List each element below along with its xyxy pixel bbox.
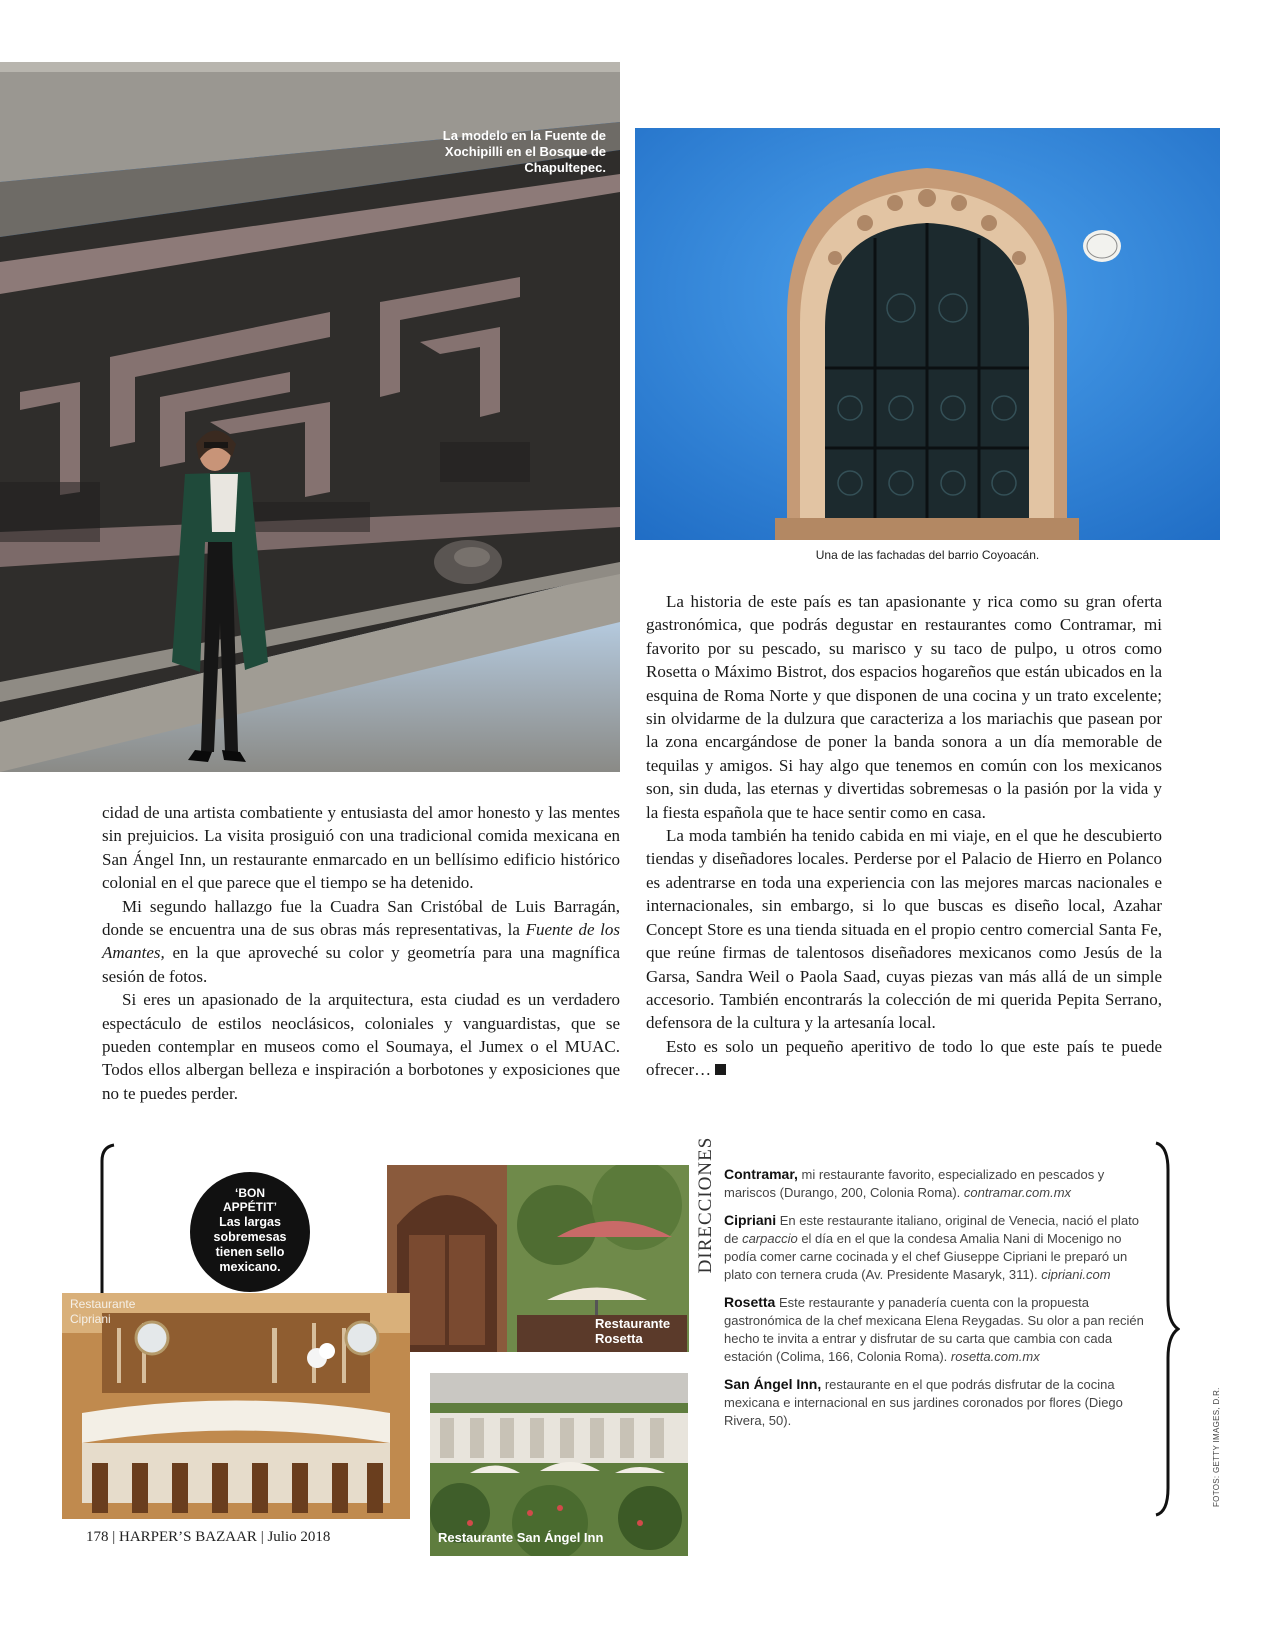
paragraph: La moda también ha tenido cabida en mi viaje, en el que he descubierto tiendas y diseñadores locales. Perderse por el Palacio de Hierro en Polanco es adentrarse en toda una experiencia con las mejores marcas nacionales e internacionales, sin embargo, si lo que buscas es diseño local, Azahar Concept Store es una tienda situada en el propio centro comercial Santa Fe, que reúne firmas de talentosos diseñadores mexicanos como Jesús de la Garsa, Sandra Weil o Paola Saad, cuyas piezas van más allá de un simple accesorio. También encontrarás la colección de mi querida Pepita Serrano, defensora de la cultura y la artesanía local. <box>646 826 1162 1033</box>
photo-coyoacan-window <box>635 128 1220 540</box>
directory-item: Cipriani En este restaurante italiano, original de Venecia, nació el plato de carpaccio el día en el que la condesa Amalia Nani di Mocenigo no podía comer carne cocinada y el chef Giuseppe Cipriani le preparó un plato con ternera cruda (Av. Presidente Masaryk, 311). cipriani.com <box>724 1212 1139 1282</box>
photo-fuente-xochipilli <box>0 62 620 772</box>
badge-title: ‘BON APPÉTIT’ <box>222 1186 277 1214</box>
directory-item: San Ángel Inn, restaurante en el que podrás disfrutar de la cocina mexicana e internacional en sus jardines coronados por flores (Diego Rivera, 50). <box>724 1376 1123 1428</box>
directory-item: Contramar, mi restaurante favorito, especializado en pescados y mariscos (Durango, 200, Colonia Roma). contramar.com.mx <box>724 1166 1105 1200</box>
restaurant-name: Rosetta <box>724 1294 776 1310</box>
main-photo-caption: La modelo en la Fuente de Xochipilli en el Bosque de Chapultepec. <box>442 128 606 175</box>
right-curly-brace <box>1152 1140 1180 1518</box>
cipriani-photo-label: Restaurante Cipriani <box>70 1297 136 1326</box>
rosetta-photo-label: Restaurante Rosetta <box>595 1316 671 1346</box>
photo-san-angel-inn <box>430 1373 688 1556</box>
end-mark <box>715 1064 726 1075</box>
window-photo-caption: Una de las fachadas del barrio Coyoacán. <box>815 548 1040 562</box>
restaurant-url[interactable]: cipriani.com <box>1041 1267 1111 1282</box>
paragraph: Si eres un apasionado de la arquitectura, esta ciudad es un verdadero espectáculo de estilos neoclásicos, coloniales y vanguardistas, que se pueden contemplar en museos como el Soumaya, el Jumex o el MUAC. Todos ellos albergan belleza e inspiración a borbotones y exposiciones que no te puedes perder. <box>102 990 620 1103</box>
article-column-left <box>102 801 620 1105</box>
directory-item: Rosetta Este restaurante y panadería cuenta con la propuesta gastronómica de la chef mexicana Elena Reygadas. Su olor a pan recién hecho te invita a entrar y disfrutar de su carta que cambia con cada estación (Colima, 166, Colonia Roma). rosetta.com.mx <box>724 1294 1144 1364</box>
badge-text: Las largas sobremesas tienen sello mexicano. <box>213 1215 287 1274</box>
photo-credits: FOTOS: GETTY IMAGES, D.R. <box>1212 1387 1221 1507</box>
page-footer: 178 | HARPER’S BAZAAR | Julio 2018 <box>86 1529 331 1545</box>
paragraph: La historia de este país es tan apasionante y rica como su gran oferta gastronómica, que podrás degustar en restaurantes como Contramar, mi favorito por su pescado, su marisco y su taco de pulpo, u otros como Rosetta o Máximo Bistrot, dos espacios hogareños que están ubicados en la esquina de Roma Norte y que disponen de una cocina y un trato excelente; sin olvidarme de la dulzura que caracteriza a los mariachis que pasean por la zona encargándose de poner la banda sonora a un día memorable de tequilas y amigos. Si hay algo que tenemos en común con los mexicanos son, sin duda, las eternas y divertidas sobremesas o la pasión por la vida y la fiesta española que te hace sentir como en casa. <box>646 592 1162 822</box>
paragraph: Mi segundo hallazgo fue la Cuadra San Cristóbal de Luis Barragán, donde se encuentra una de sus obras más representativas, la Fuente de los Amantes, en la que aproveché su color y geometría para una magnífica sesión de fotos. <box>102 896 620 986</box>
restaurant-url[interactable]: contramar.com.mx <box>963 1185 1072 1200</box>
bon-appetit-badge <box>190 1172 310 1292</box>
paragraph: Esto es solo un pequeño aperitivo de todo lo que este país te puede ofrecer… <box>646 1036 1162 1080</box>
directory-list <box>724 1165 1144 1439</box>
restaurant-name: Cipriani <box>724 1212 777 1228</box>
directory-heading: DIRECCIONES <box>695 1136 716 1274</box>
article-column-right <box>646 590 1162 1082</box>
paragraph: cidad de una artista combatiente y entusiasta del amor honesto y las mentes sin prejuicios. La visita prosiguió con una tradicional comida mexicana en San Ángel Inn, un restaurante enmarcado en un bellísimo edificio histórico colonial en el que parece que el tiempo se ha detenido. <box>102 803 620 893</box>
window-illustration <box>635 128 1220 540</box>
san-angel-photo-label: Restaurante San Ángel Inn <box>438 1530 604 1545</box>
restaurant-name: Contramar, <box>724 1166 798 1182</box>
restaurant-url[interactable]: rosetta.com.mx <box>950 1349 1040 1364</box>
restaurant-name: San Ángel Inn, <box>724 1376 822 1392</box>
